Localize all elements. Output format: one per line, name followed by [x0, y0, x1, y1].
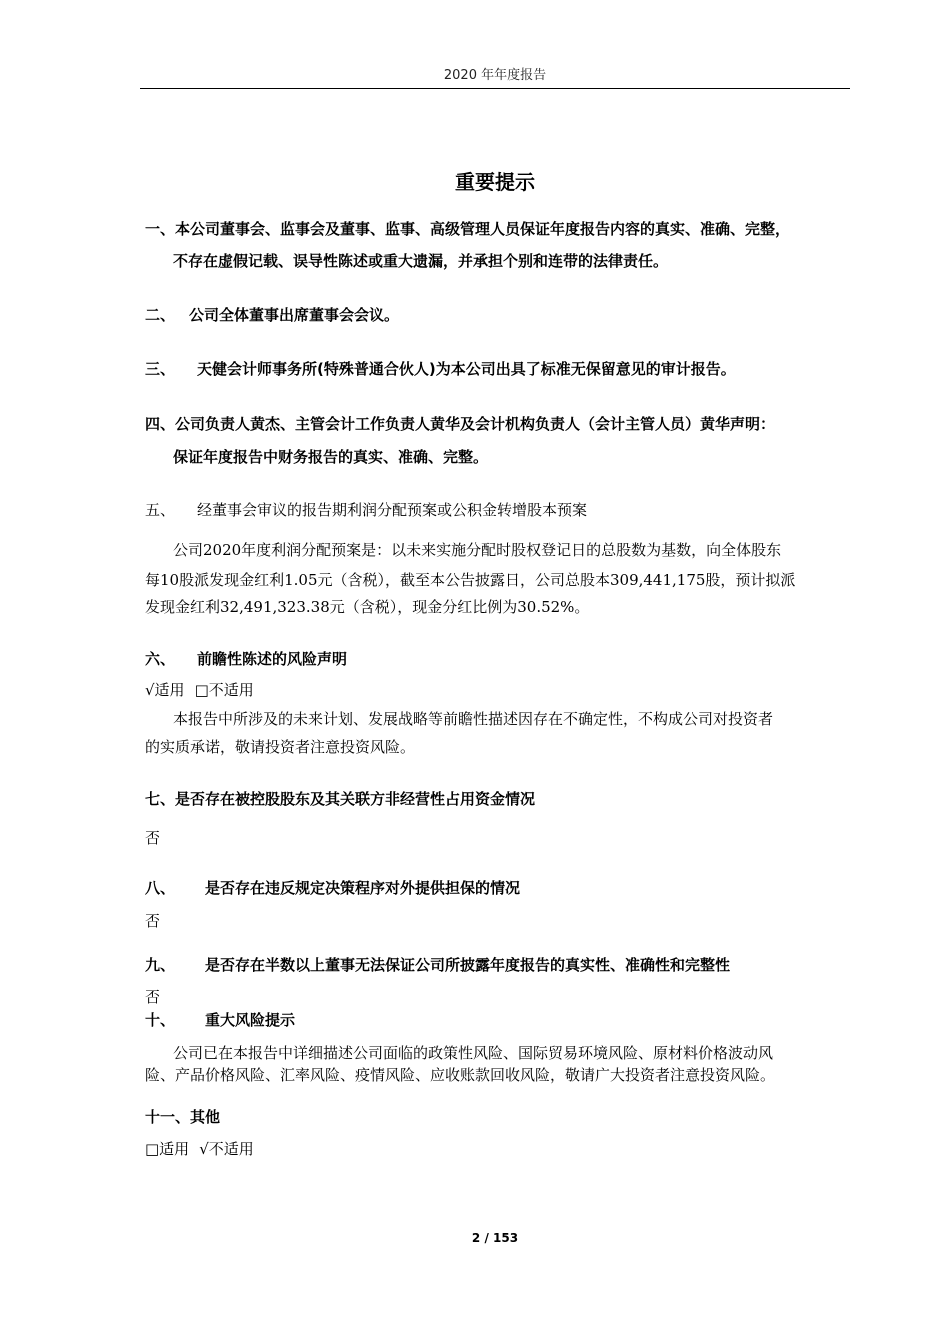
item1-line2: 不存在虚假记载、误导性陈述或重大遗漏，并承担个别和连带的法律责任。: [173, 252, 669, 270]
item11-heading: [145, 1106, 220, 1128]
item8-answer: 否: [145, 912, 161, 930]
item11-number: 十一、: [145, 1108, 191, 1126]
item5-heading: [145, 499, 587, 521]
item6-body-line2: 的实质承诺，敬请投资者注意投资风险。: [145, 738, 416, 756]
item4-text: 公司负责人黄杰、主管会计工作负责人黄华及会计机构负责人（会计主管人员）黄华声明：: [175, 415, 776, 433]
page-number: 2 / 153: [471, 1231, 519, 1245]
item4-line1: [145, 413, 775, 435]
item10-body-line2: 险、产品价格风险、汇率风险、疫情风险、应收账款回收风险，敬请广大投资者注意投资风险。: [145, 1066, 776, 1084]
item1-text: 本公司董事会、监事会及董事、监事、高级管理人员保证年度报告内容的真实、准确、完整，: [175, 220, 791, 238]
item8-heading-text: 是否存在违反规定决策程序对外提供担保的情况: [205, 879, 521, 897]
item11-option-not-applicable: √不适用: [199, 1140, 254, 1158]
header-rule: [140, 88, 850, 89]
item10-heading: [145, 1009, 295, 1031]
item7-heading-text: 是否存在被控股股东及其关联方非经营性占用资金情况: [175, 790, 536, 808]
item2-text: 公司全体董事出席董事会会议。: [189, 306, 400, 324]
item8-number: 八、: [145, 879, 176, 897]
item6-heading: [145, 648, 347, 670]
item10-number: 十、: [145, 1011, 176, 1029]
item7-heading: [145, 788, 535, 810]
item10-heading-text: 重大风险提示: [205, 1011, 296, 1029]
item10-body-line1: 公司已在本报告中详细描述公司面临的政策性风险、国际贸易环境风险、原材料价格波动风: [173, 1044, 774, 1062]
item6-option-not-applicable: □不适用: [194, 681, 254, 699]
item6-number: 六、: [145, 650, 176, 668]
item8-heading: [145, 877, 520, 899]
item1-number: 一、: [145, 220, 176, 238]
item11-applicability: [145, 1138, 254, 1160]
item5-body-line2: 每10股派发现金红利1.05元（含税），截至本公告披露日，公司总股本309,441,175股，预计拟派: [145, 571, 796, 589]
item6-applicability: [145, 679, 254, 701]
item3-number: 三、: [145, 360, 176, 378]
item9-answer: 否: [145, 988, 161, 1006]
item3-text: 天健会计师事务所(特殊普通合伙人)为本公司出具了标准无保留意见的审计报告。: [197, 360, 736, 378]
page-title: 重要提示: [455, 170, 535, 194]
item3-line: [145, 358, 736, 380]
item5-body-line1: 公司2020年度利润分配预案是：以未来实施分配时股权登记日的总股数为基数，向全体股东: [173, 541, 782, 559]
item5-number: 五、: [145, 501, 176, 519]
item4-line2: 保证年度报告中财务报告的真实、准确、完整。: [173, 448, 489, 466]
item9-number: 九、: [145, 956, 176, 974]
item11-heading-text: 其他: [190, 1108, 221, 1126]
item9-heading-text: 是否存在半数以上董事无法保证公司所披露年度报告的真实性、准确性和完整性: [205, 956, 731, 974]
item4-number: 四、: [145, 415, 176, 433]
item2-line: [145, 304, 399, 326]
item6-heading-text: 前瞻性陈述的风险声明: [197, 650, 348, 668]
item6-option-applicable: √适用: [145, 681, 185, 699]
item2-number: 二、: [145, 306, 176, 324]
item7-number: 七、: [145, 790, 176, 808]
item1-line1: [145, 218, 790, 240]
running-header: 2020 年年度报告: [443, 68, 547, 83]
item9-heading: [145, 954, 730, 976]
item7-answer: 否: [145, 829, 161, 847]
item5-body-line3: 发现金红利32,491,323.38元（含税），现金分红比例为30.52%。: [145, 598, 590, 616]
item6-body-line1: 本报告中所涉及的未来计划、发展战略等前瞻性描述因存在不确定性，不构成公司对投资者: [173, 710, 774, 728]
item5-heading-text: 经董事会审议的报告期利润分配预案或公积金转增股本预案: [197, 501, 588, 519]
item11-option-applicable: □适用: [145, 1140, 190, 1158]
